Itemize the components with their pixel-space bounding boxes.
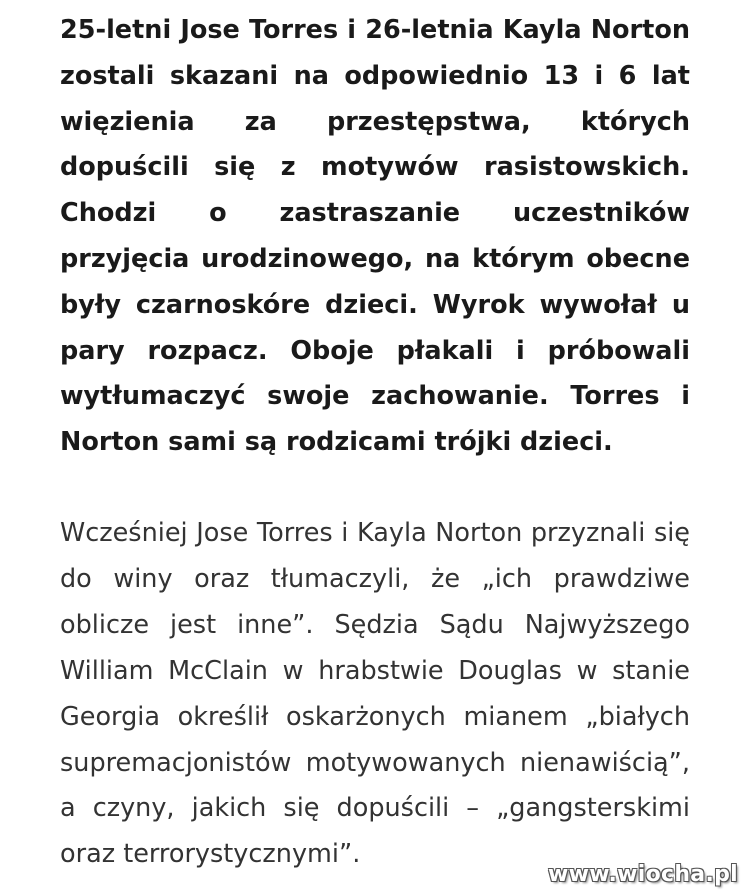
article-content [60,8,690,878]
site-watermark: www.wiocha.pl [548,862,738,887]
lead-paragraph: 25-letni Jose Torres i 26-letnia Kayla Norton zostali skazani na odpowiednio 13 i 6 lat więzienia za przestępstwa, których dopuścili się z motywów rasistowskich. Chodzi o zastraszanie uczestników przyjęcia urodzinowego, na którym obecne były czarnoskóre dzieci. Wyrok wywołał u pary rozpacz. Oboje płakali i próbowali wytłumaczyć swoje zachowanie. Torres i Norton sami są rodzicami trójki dzieci. [60,15,690,458]
body-paragraph: Wcześniej Jose Torres i Kayla Norton przyznali się do winy oraz tłumaczyli, że „ich prawdziwe oblicze jest inne”. Sędzia Sądu Najwyższego William McClain w hrabstwie Douglas w stanie Georgia określił oskarżonych mianem „białych supremacjonistów motywowanych nienawiścią”, a czyny, jakich się dopuścili – „gangsterskimi oraz terrorystycznymi”. [60,517,690,870]
